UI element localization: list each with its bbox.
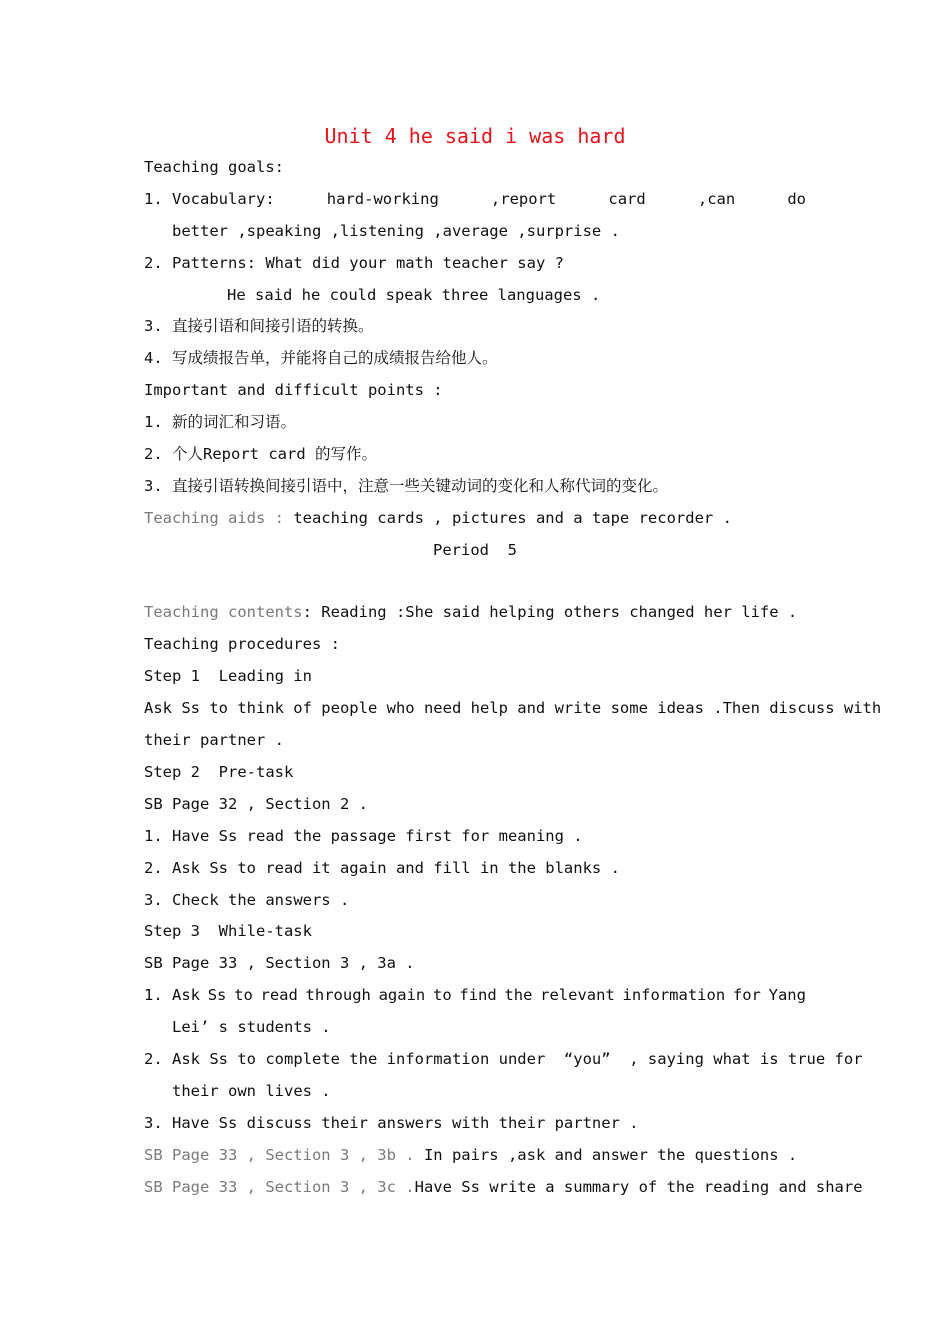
step-3-item-2-continued: their own lives . <box>172 1082 331 1100</box>
teaching-aids-label: Teaching aids : <box>144 509 294 527</box>
step-2-item-1-number: 1. <box>144 827 163 845</box>
step-3-item-3-number: 3. <box>144 1114 163 1132</box>
important-points-heading: Important and difficult points : <box>144 381 443 399</box>
step-2-heading: Step 2 Pre-task <box>144 763 294 781</box>
vocab-word: hard-working <box>326 190 439 208</box>
point-1-text: 新的词汇和习语。 <box>172 413 297 431</box>
point-3-number: 3. <box>144 477 163 495</box>
sb-3b-line <box>144 1145 797 1165</box>
teaching-aids-line <box>144 508 732 528</box>
word: Ask <box>172 986 200 1004</box>
word: find <box>459 986 497 1004</box>
word: through <box>305 986 371 1004</box>
step-3-item-1-continued: Lei’ s students . <box>172 1018 331 1036</box>
word: Ss <box>207 986 227 1004</box>
step-1-heading: Step 1 Leading in <box>144 667 312 685</box>
point-2-number: 2. <box>144 445 163 463</box>
goal-1-number: 1. <box>144 190 163 208</box>
teaching-contents-line <box>144 602 797 622</box>
sb-3b-label: SB Page 33 , Section 3 , 3b . <box>144 1146 415 1164</box>
step-1-instruction-continued: their partner . <box>144 731 284 749</box>
step-3-item-3-text: Have Ss discuss their answers with their partner . <box>172 1114 639 1132</box>
step-3-item-1-line <box>172 985 806 1005</box>
word: read <box>260 986 298 1004</box>
step-2-item-3-text: Check the answers . <box>172 891 350 909</box>
sb-3c-line <box>144 1177 863 1197</box>
step-2-item-2-number: 2. <box>144 859 163 877</box>
goal-1-vocabulary-line <box>172 189 806 209</box>
point-3-text: 直接引语转换间接引语中，注意一些关键动词的变化和人称代词的变化。 <box>172 477 669 495</box>
goal-4-number: 4. <box>144 349 163 367</box>
step-3-item-1-number: 1. <box>144 986 163 1004</box>
vocab-word: ,can <box>697 190 736 208</box>
word: Yang <box>768 986 806 1004</box>
vocab-word: card <box>608 190 646 208</box>
sb-3c-label: SB Page 33 , Section 3 , 3c . <box>144 1178 415 1196</box>
sb-3b-text: In pairs ,ask and answer the questions . <box>414 1146 798 1164</box>
vocab-word: do <box>787 190 806 208</box>
word: to <box>234 986 253 1004</box>
vocab-word: Vocabulary: <box>172 190 275 208</box>
goal-2-pattern-example: He said he could speak three languages . <box>227 286 601 304</box>
sb-3c-text: Have Ss write a summary of the reading and share <box>414 1178 863 1196</box>
step-3-sb-reference: SB Page 33 , Section 3 , 3a . <box>144 954 415 972</box>
document-title: Unit 4 he said i was hard <box>324 124 626 148</box>
word: to <box>432 986 452 1004</box>
teaching-goals-heading: Teaching goals: <box>144 158 284 176</box>
teaching-aids-text: teaching cards , pictures and a tape recorder . <box>293 509 732 527</box>
point-1-number: 1. <box>144 413 163 431</box>
goal-2-patterns: Patterns: What did your math teacher say ? <box>172 254 564 272</box>
step-3-item-2-text: Ask Ss to complete the information under “you” , saying what is true for <box>172 1050 863 1068</box>
point-2-text: 个人Report card 的写作。 <box>172 445 377 463</box>
word: the <box>504 986 533 1004</box>
goal-1-vocabulary-continued: better ,speaking ,listening ,average ,surprise . <box>172 222 620 240</box>
vocab-word: ,report <box>490 190 557 208</box>
step-3-item-2-number: 2. <box>144 1050 163 1068</box>
step-2-item-2-text: Ask Ss to read it again and fill in the blanks . <box>172 859 620 877</box>
word: for <box>732 986 761 1004</box>
teaching-contents-label: Teaching contents <box>144 603 303 621</box>
goal-3-text: 直接引语和间接引语的转换。 <box>172 317 374 335</box>
word: relevant <box>540 986 615 1004</box>
goal-3-number: 3. <box>144 317 163 335</box>
teaching-contents-text: : Reading :She said helping others changed her life . <box>302 603 798 621</box>
procedures-heading: Teaching procedures : <box>144 635 340 653</box>
word: again <box>378 986 426 1004</box>
step-2-item-3-number: 3. <box>144 891 163 909</box>
step-1-instruction: Ask Ss to think of people who need help and write some ideas .Then discuss with <box>144 699 882 717</box>
period-heading: Period 5 <box>433 541 517 559</box>
step-2-sb-reference: SB Page 32 , Section 2 . <box>144 795 368 813</box>
word: information <box>622 986 726 1004</box>
goal-2-number: 2. <box>144 254 163 272</box>
step-2-item-1-text: Have Ss read the passage first for meaning . <box>172 827 583 845</box>
goal-4-text: 写成绩报告单，并能将自己的成绩报告给他人。 <box>172 349 498 367</box>
step-3-heading: Step 3 While-task <box>144 922 312 940</box>
